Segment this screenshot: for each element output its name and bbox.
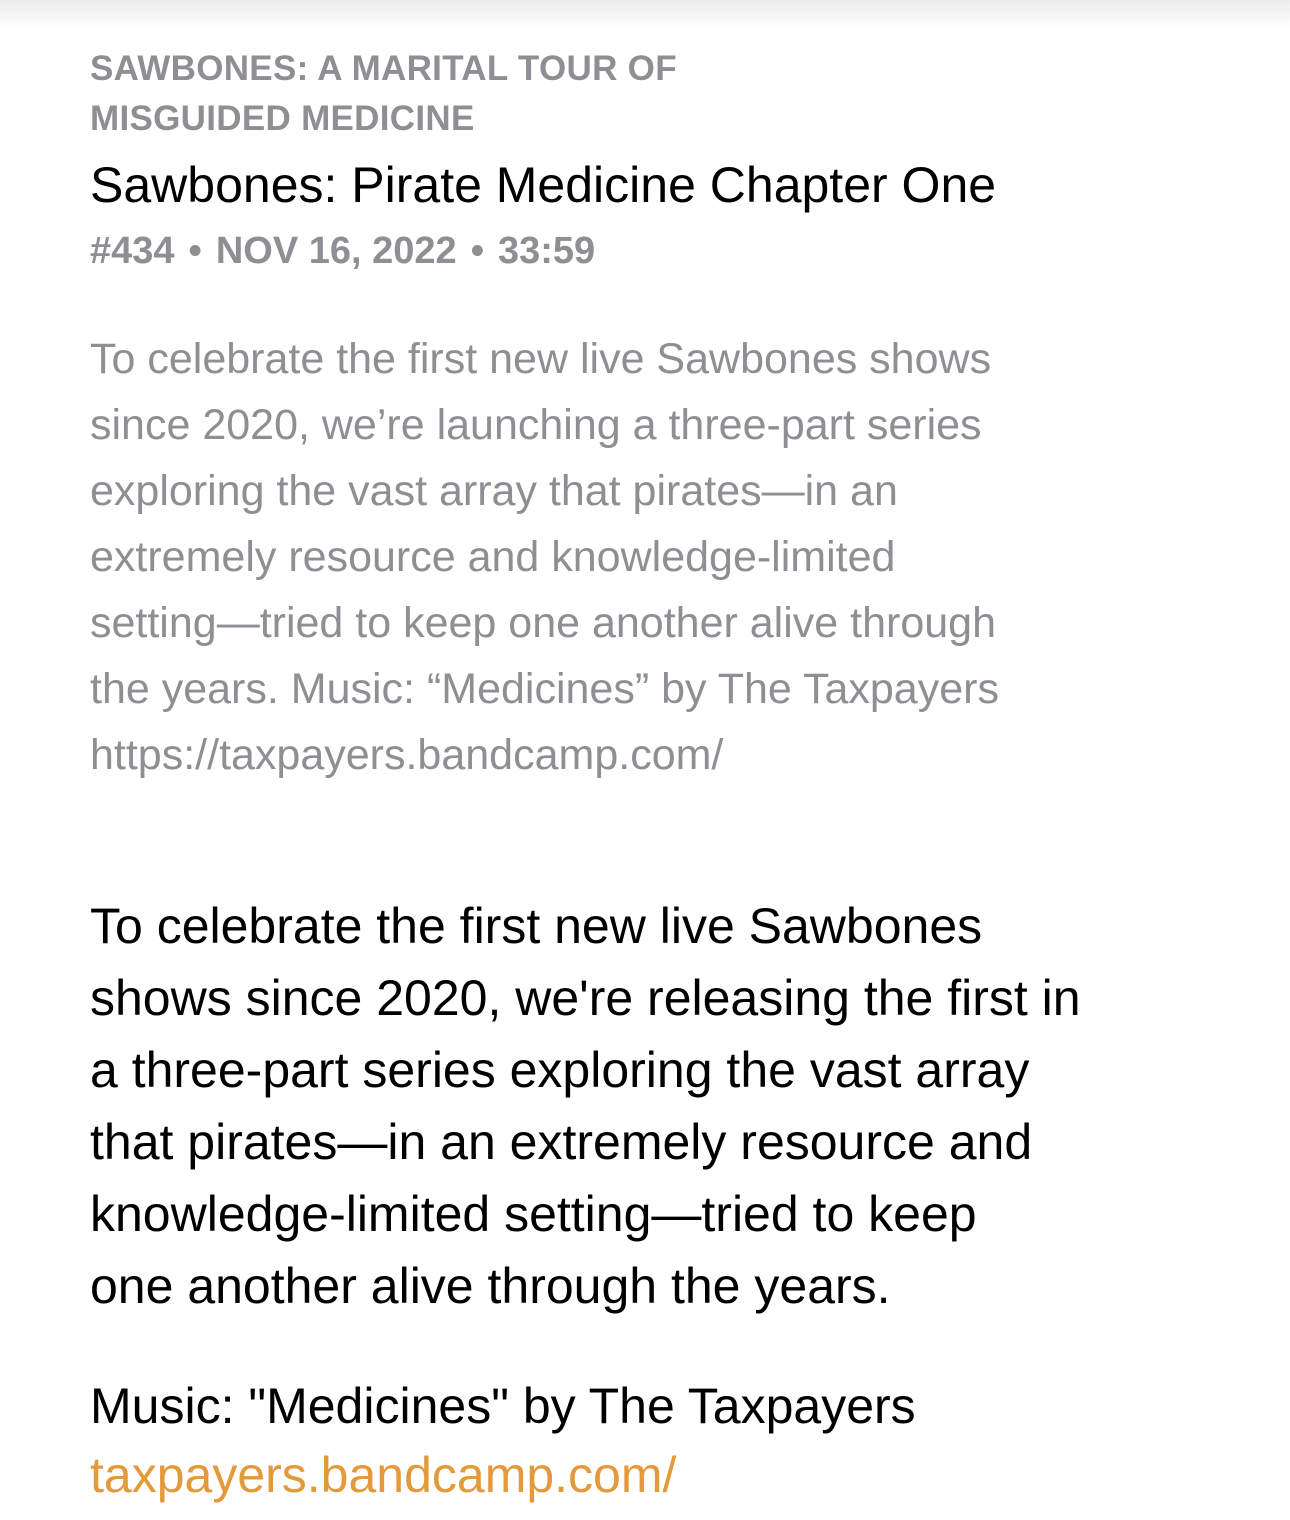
summary-line: To celebrate the first new live Sawbones shows xyxy=(90,335,992,383)
episode-duration: 33:59 xyxy=(498,230,596,272)
summary-line: since 2020, we’re launching a three-part series xyxy=(90,401,982,449)
meta-separator: • xyxy=(188,230,202,272)
summary-line: https://taxpayers.bandcamp.com/ xyxy=(90,731,724,779)
description-line: knowledge-limited setting—tried to keep xyxy=(90,1186,977,1242)
episode-detail xyxy=(90,44,1220,1510)
summary-line: setting—tried to keep one another alive through xyxy=(90,599,996,647)
episode-summary xyxy=(90,326,1170,788)
top-scroll-fade xyxy=(0,0,1290,28)
description-line: one another alive through the years. xyxy=(90,1258,891,1314)
music-credit-block xyxy=(90,1372,1220,1510)
bandcamp-link[interactable]: taxpayers.bandcamp.com/ xyxy=(90,1447,677,1503)
description-line: that pirates—in an extremely resource and xyxy=(90,1114,1033,1170)
summary-line: the years. Music: “Medicines” by The Taxpayers xyxy=(90,665,999,713)
show-title-line: MISGUIDED MEDICINE xyxy=(90,99,475,138)
episode-title: Sawbones: Pirate Medicine Chapter One xyxy=(90,157,997,213)
episode-number: #434 xyxy=(90,230,175,272)
summary-line: exploring the vast array that pirates—in an xyxy=(90,467,898,515)
summary-line: extremely resource and knowledge-limited xyxy=(90,533,896,581)
show-title-line: SAWBONES: A MARITAL TOUR OF xyxy=(90,49,677,88)
episode-description xyxy=(90,890,1220,1322)
episode-date: NOV 16, 2022 xyxy=(215,230,457,272)
description-line: shows since 2020, we're releasing the first in xyxy=(90,970,1081,1026)
description-line: a three-part series exploring the vast array xyxy=(90,1042,1030,1098)
music-credit: Music: "Medicines" by The Taxpayers xyxy=(90,1378,916,1434)
meta-separator: • xyxy=(470,230,484,272)
podcast-show-title[interactable] xyxy=(90,44,810,144)
episode-meta xyxy=(90,226,1220,276)
description-line: To celebrate the first new live Sawbones xyxy=(90,898,983,954)
